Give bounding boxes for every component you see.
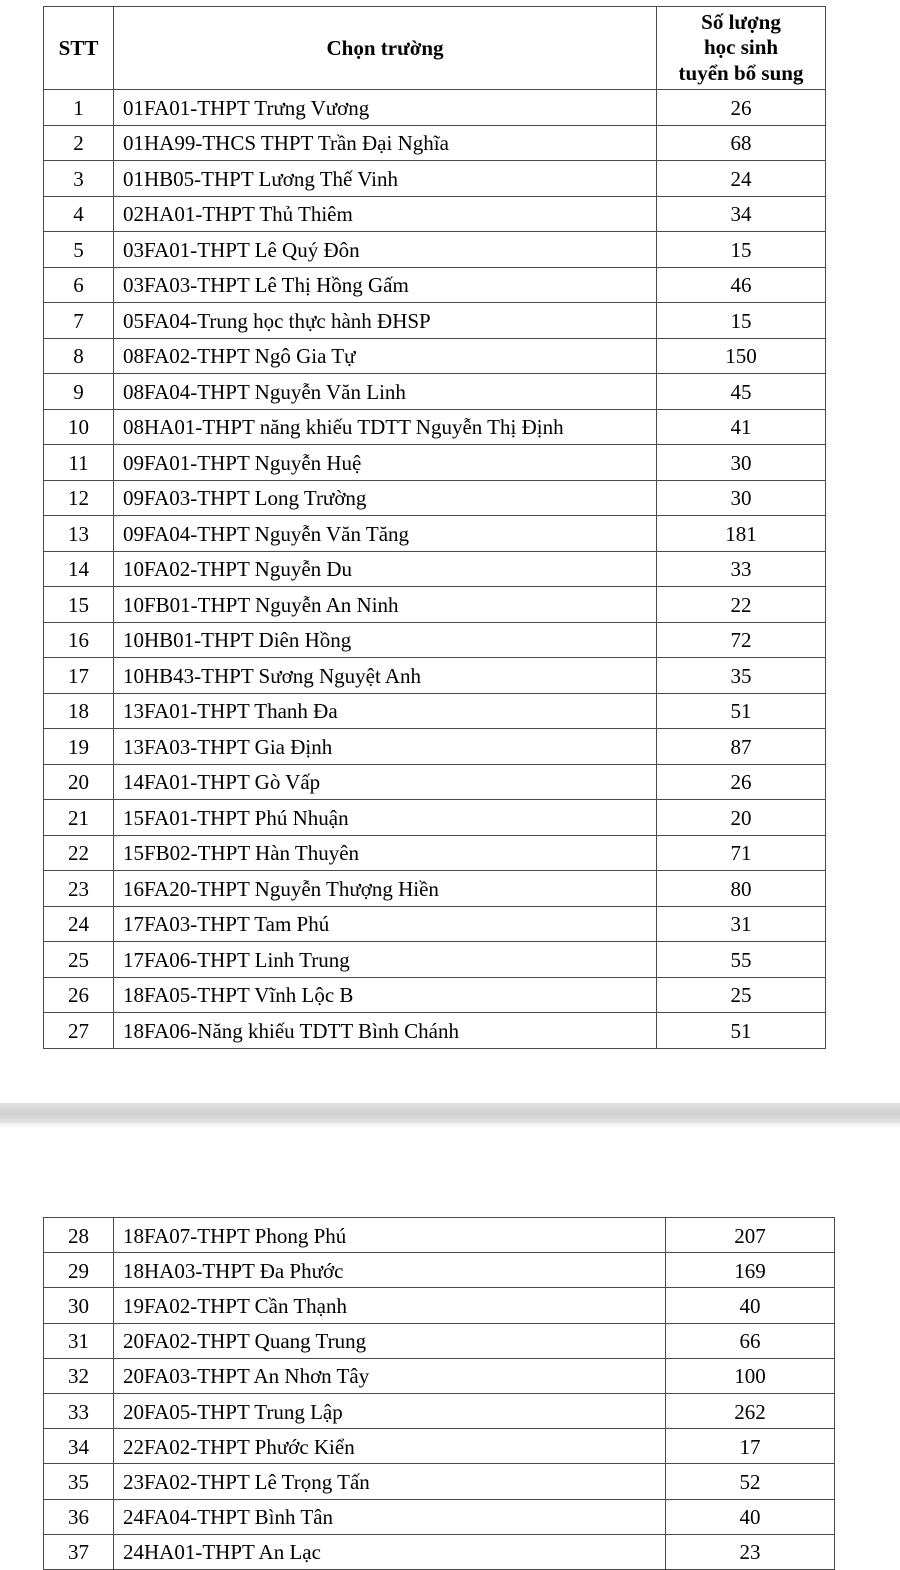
row-school-name: 17FA03-THPT Tam Phú xyxy=(114,906,657,942)
table-row xyxy=(44,871,826,907)
row-school-name: 01HA99-THCS THPT Trần Đại Nghĩa xyxy=(114,125,657,161)
row-school-name: 01HB05-THPT Lương Thế Vinh xyxy=(114,161,657,197)
row-stt: 18 xyxy=(44,693,114,729)
row-school-name: 16FA20-THPT Nguyễn Thượng Hiền xyxy=(114,871,657,907)
table-row xyxy=(44,1288,835,1323)
row-stt: 30 xyxy=(44,1288,114,1323)
row-stt: 33 xyxy=(44,1393,114,1428)
row-quantity: 45 xyxy=(657,374,826,410)
row-quantity: 207 xyxy=(666,1218,835,1253)
row-school-name: 20FA05-THPT Trung Lập xyxy=(114,1393,666,1428)
table-row xyxy=(44,1253,835,1288)
row-school-name: 15FA01-THPT Phú Nhuận xyxy=(114,800,657,836)
header-quantity-line-1: Số lượng xyxy=(701,9,781,34)
header-stt: STT xyxy=(44,7,114,90)
row-stt: 1 xyxy=(44,90,114,126)
row-school-name: 14FA01-THPT Gò Vấp xyxy=(114,764,657,800)
row-stt: 32 xyxy=(44,1358,114,1393)
row-quantity: 41 xyxy=(657,409,826,445)
row-school-name: 18FA07-THPT Phong Phú xyxy=(114,1218,666,1253)
row-quantity: 169 xyxy=(666,1253,835,1288)
row-school-name: 18FA05-THPT Vĩnh Lộc B xyxy=(114,977,657,1013)
row-school-name: 10FA02-THPT Nguyễn Du xyxy=(114,551,657,587)
table-row xyxy=(44,835,826,871)
row-quantity: 34 xyxy=(657,196,826,232)
row-school-name: 09FA03-THPT Long Trường xyxy=(114,480,657,516)
row-stt: 22 xyxy=(44,835,114,871)
row-stt: 21 xyxy=(44,800,114,836)
row-stt: 37 xyxy=(44,1534,114,1569)
row-quantity: 26 xyxy=(657,90,826,126)
row-quantity: 40 xyxy=(666,1288,835,1323)
table-row xyxy=(44,1464,835,1499)
row-school-name: 09FA01-THPT Nguyễn Huệ xyxy=(114,445,657,481)
row-school-name: 10HB43-THPT Sương Nguyệt Anh xyxy=(114,658,657,694)
row-stt: 27 xyxy=(44,1013,114,1049)
row-stt: 34 xyxy=(44,1429,114,1464)
table-row xyxy=(44,800,826,836)
row-quantity: 30 xyxy=(657,445,826,481)
table-row xyxy=(44,480,826,516)
row-quantity: 20 xyxy=(657,800,826,836)
table-header-row xyxy=(44,7,826,90)
row-school-name: 18HA03-THPT Đa Phước xyxy=(114,1253,666,1288)
row-stt: 26 xyxy=(44,977,114,1013)
row-stt: 36 xyxy=(44,1499,114,1534)
row-stt: 25 xyxy=(44,942,114,978)
table-row xyxy=(44,551,826,587)
row-quantity: 55 xyxy=(657,942,826,978)
row-school-name: 05FA04-Trung học thực hành ĐHSP xyxy=(114,303,657,339)
row-quantity: 71 xyxy=(657,835,826,871)
row-stt: 23 xyxy=(44,871,114,907)
row-stt: 3 xyxy=(44,161,114,197)
table-row xyxy=(44,1429,835,1464)
row-quantity: 31 xyxy=(657,906,826,942)
table-row xyxy=(44,977,826,1013)
row-quantity: 72 xyxy=(657,622,826,658)
table-body-part-2 xyxy=(44,1218,835,1570)
row-school-name: 24HA01-THPT An Lạc xyxy=(114,1534,666,1569)
table-row xyxy=(44,161,826,197)
row-stt: 20 xyxy=(44,764,114,800)
row-school-name: 23FA02-THPT Lê Trọng Tấn xyxy=(114,1464,666,1499)
row-quantity: 22 xyxy=(657,587,826,623)
row-quantity: 46 xyxy=(657,267,826,303)
row-school-name: 08FA02-THPT Ngô Gia Tự xyxy=(114,338,657,374)
row-stt: 5 xyxy=(44,232,114,268)
table-row xyxy=(44,587,826,623)
row-quantity: 40 xyxy=(666,1499,835,1534)
table-row xyxy=(44,1534,835,1569)
table-row xyxy=(44,516,826,552)
table-row xyxy=(44,445,826,481)
row-school-name: 13FA03-THPT Gia Định xyxy=(114,729,657,765)
table-row xyxy=(44,693,826,729)
row-quantity: 150 xyxy=(657,338,826,374)
table-row xyxy=(44,1323,835,1358)
row-quantity: 181 xyxy=(657,516,826,552)
row-stt: 11 xyxy=(44,445,114,481)
row-quantity: 15 xyxy=(657,303,826,339)
row-quantity: 66 xyxy=(666,1323,835,1358)
row-stt: 6 xyxy=(44,267,114,303)
row-stt: 17 xyxy=(44,658,114,694)
table-row xyxy=(44,658,826,694)
row-quantity: 25 xyxy=(657,977,826,1013)
table-row xyxy=(44,1499,835,1534)
row-school-name: 15FB02-THPT Hàn Thuyên xyxy=(114,835,657,871)
school-quota-table-part-2 xyxy=(43,1217,835,1570)
table-row xyxy=(44,1393,835,1428)
row-school-name: 09FA04-THPT Nguyễn Văn Tăng xyxy=(114,516,657,552)
row-school-name: 03FA01-THPT Lê Quý Đôn xyxy=(114,232,657,268)
row-school-name: 03FA03-THPT Lê Thị Hồng Gấm xyxy=(114,267,657,303)
table-row xyxy=(44,622,826,658)
row-school-name: 19FA02-THPT Cần Thạnh xyxy=(114,1288,666,1323)
row-stt: 10 xyxy=(44,409,114,445)
row-stt: 12 xyxy=(44,480,114,516)
table-row xyxy=(44,764,826,800)
row-school-name: 10HB01-THPT Diên Hồng xyxy=(114,622,657,658)
school-quota-table-part-1 xyxy=(43,6,826,1049)
table-row xyxy=(44,90,826,126)
row-stt: 24 xyxy=(44,906,114,942)
row-stt: 4 xyxy=(44,196,114,232)
row-stt: 28 xyxy=(44,1218,114,1253)
row-stt: 29 xyxy=(44,1253,114,1288)
row-school-name: 17FA06-THPT Linh Trung xyxy=(114,942,657,978)
table-row xyxy=(44,1218,835,1253)
row-school-name: 08HA01-THPT năng khiếu TDTT Nguyễn Thị Định xyxy=(114,409,657,445)
row-school-name: 18FA06-Năng khiếu TDTT Bình Chánh xyxy=(114,1013,657,1049)
row-stt: 14 xyxy=(44,551,114,587)
table-row xyxy=(44,267,826,303)
row-quantity: 80 xyxy=(657,871,826,907)
table-row xyxy=(44,125,826,161)
row-school-name: 20FA02-THPT Quang Trung xyxy=(114,1323,666,1358)
row-stt: 7 xyxy=(44,303,114,339)
row-quantity: 23 xyxy=(666,1534,835,1569)
row-quantity: 17 xyxy=(666,1429,835,1464)
row-quantity: 35 xyxy=(657,658,826,694)
row-quantity: 15 xyxy=(657,232,826,268)
table-row xyxy=(44,303,826,339)
table-row xyxy=(44,196,826,232)
row-quantity: 52 xyxy=(666,1464,835,1499)
row-quantity: 68 xyxy=(657,125,826,161)
row-stt: 31 xyxy=(44,1323,114,1358)
table-row xyxy=(44,942,826,978)
header-quantity-line-2: học sinh xyxy=(703,35,779,60)
row-school-name: 24FA04-THPT Bình Tân xyxy=(114,1499,666,1534)
row-school-name: 10FB01-THPT Nguyễn An Ninh xyxy=(114,587,657,623)
row-quantity: 51 xyxy=(657,1013,826,1049)
table-row xyxy=(44,409,826,445)
row-stt: 2 xyxy=(44,125,114,161)
row-stt: 35 xyxy=(44,1464,114,1499)
row-quantity: 33 xyxy=(657,551,826,587)
row-school-name: 13FA01-THPT Thanh Đa xyxy=(114,693,657,729)
row-quantity: 100 xyxy=(666,1358,835,1393)
row-stt: 19 xyxy=(44,729,114,765)
page-separator-shadow xyxy=(0,1123,900,1129)
row-quantity: 26 xyxy=(657,764,826,800)
row-stt: 16 xyxy=(44,622,114,658)
row-quantity: 87 xyxy=(657,729,826,765)
row-quantity: 262 xyxy=(666,1393,835,1428)
row-school-name: 01FA01-THPT Trưng Vương xyxy=(114,90,657,126)
header-quantity-line-3: tuyển bổ sung xyxy=(678,60,804,85)
row-school-name: 02HA01-THPT Thủ Thiêm xyxy=(114,196,657,232)
table-row xyxy=(44,1358,835,1393)
row-stt: 15 xyxy=(44,587,114,623)
table-body-part-1 xyxy=(44,90,826,1049)
row-quantity: 30 xyxy=(657,480,826,516)
row-school-name: 08FA04-THPT Nguyễn Văn Linh xyxy=(114,374,657,410)
row-stt: 8 xyxy=(44,338,114,374)
table-row xyxy=(44,232,826,268)
page-separator xyxy=(0,1103,900,1123)
table-row xyxy=(44,906,826,942)
row-stt: 9 xyxy=(44,374,114,410)
header-school: Chọn trường xyxy=(114,7,657,90)
row-school-name: 20FA03-THPT An Nhơn Tây xyxy=(114,1358,666,1393)
table-row xyxy=(44,729,826,765)
row-quantity: 51 xyxy=(657,693,826,729)
header-quantity xyxy=(657,7,826,90)
row-quantity: 24 xyxy=(657,161,826,197)
table-row xyxy=(44,374,826,410)
row-stt: 13 xyxy=(44,516,114,552)
table-row xyxy=(44,1013,826,1049)
table-row xyxy=(44,338,826,374)
row-school-name: 22FA02-THPT Phước Kiển xyxy=(114,1429,666,1464)
